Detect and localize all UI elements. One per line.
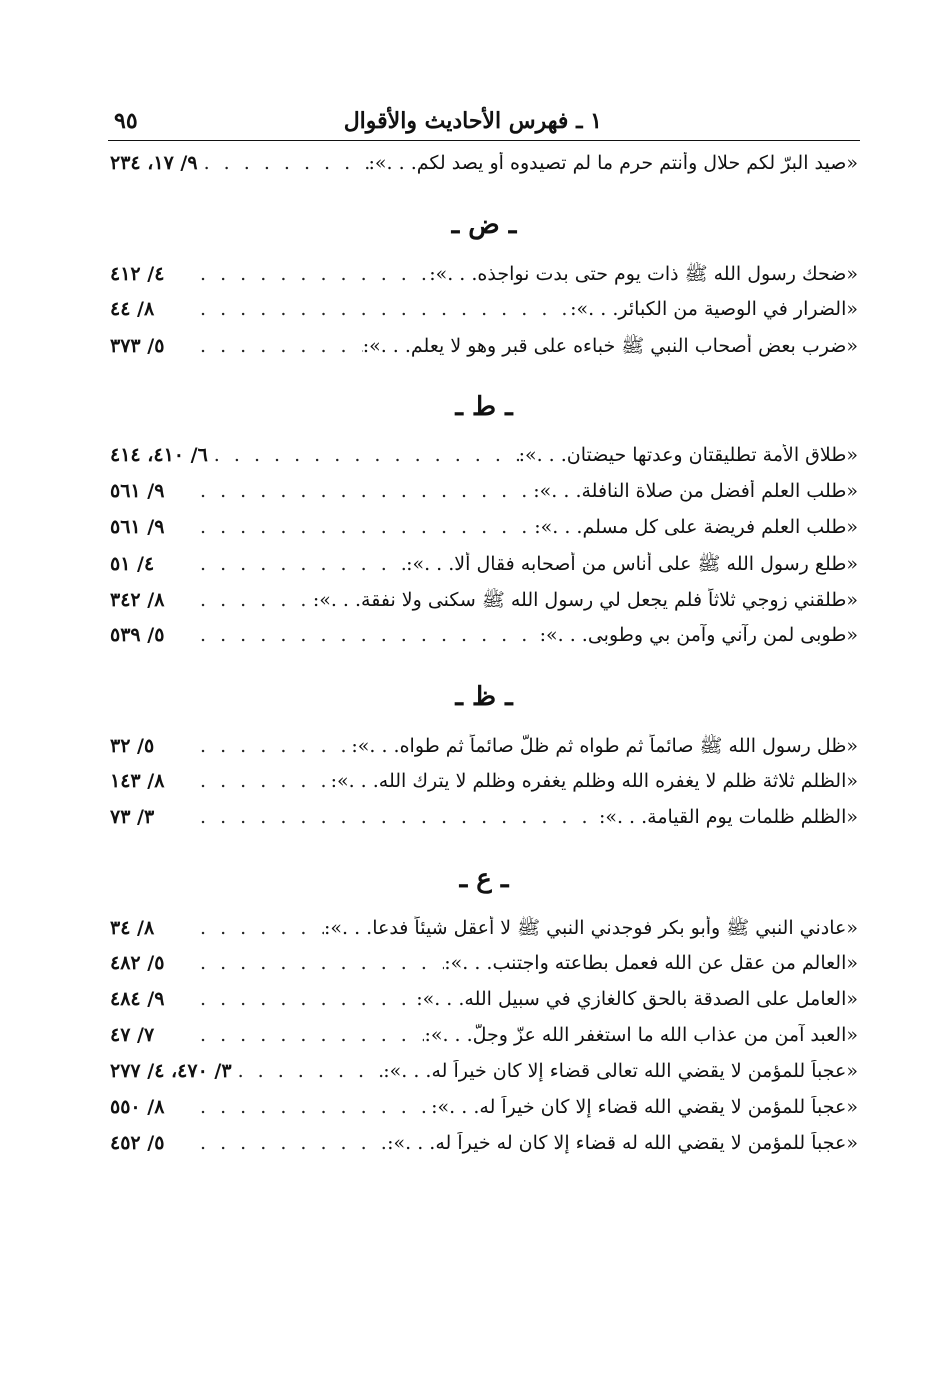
section-heading-za: ـ ظ ـ	[455, 682, 513, 712]
entry-text: «طلع رسول الله ﷺ على أناس من أصحابه فقال ألا. . .»:	[406, 553, 858, 575]
index-entry	[110, 988, 858, 1024]
leader-dots	[194, 770, 331, 792]
leader-dots	[194, 917, 324, 939]
entry-reference: ٤/ ٥١	[110, 553, 155, 575]
entry-text: «طلاق الأمة تطليقتان وعدتها حيضتان. . .»:	[518, 444, 858, 466]
entry-reference: ٨/ ٣٤	[110, 917, 155, 939]
entry-reference: ٨/ ٤٤	[110, 298, 155, 320]
entry-reference: ٨/ ٣٤٢	[110, 589, 165, 611]
leader-dots	[194, 553, 406, 575]
leader-dots	[194, 1096, 431, 1118]
entry-text: «طلقني زوجي ثلاثاً فلم يجعل لي رسول الله ﷺ سكنى ولا نفقة. . .»:	[312, 589, 858, 611]
index-content	[110, 152, 858, 1168]
leader-dots	[208, 444, 519, 466]
entry-reference: ٧/ ٤٧	[110, 1024, 155, 1046]
index-entry	[110, 480, 858, 516]
entry-reference: ٩/ ٥٦١	[110, 516, 165, 538]
leader-dots	[194, 589, 313, 611]
leader-dots	[194, 298, 570, 320]
page-number: ٩٥	[114, 108, 138, 134]
entry-reference: ٨/ ٥٥٠	[110, 1096, 165, 1118]
entry-reference: ٣/ ٤٧٠، ٤/ ٢٧٧	[110, 1060, 232, 1082]
leader-dots	[198, 152, 369, 174]
entry-text: «طلب العلم فريضة على كل مسلم. . .»:	[534, 516, 858, 538]
index-entry	[110, 516, 858, 552]
leader-dots	[194, 735, 351, 757]
index-entry	[110, 624, 858, 660]
leader-dots	[194, 806, 599, 828]
leader-dots	[194, 952, 444, 974]
index-entry	[110, 1060, 858, 1096]
entry-text: «طلب العلم أفضل من صلاة النافلة. . .»:	[533, 480, 858, 502]
entry-text: «عجباً للمؤمن لا يقضي الله له قضاء إلا كان له خيراً له. . .»:	[387, 1132, 858, 1154]
entry-reference: ٥/ ٤٨٢	[110, 952, 165, 974]
index-entry	[110, 770, 858, 806]
entry-text: «صيد البرّ لكم حلال وأنتم حرم ما لم تصيدوه أو يصد لكم. . .»:	[368, 152, 858, 174]
leader-dots	[194, 335, 363, 357]
entry-text: «طوبى لمن رآني وآمن بي وطوبى. . .»:	[539, 624, 858, 646]
entry-text: «ضرب بعض أصحاب النبي ﷺ خباءه على قبر وهو لا يعلم. . .»:	[362, 335, 858, 357]
index-entry	[110, 734, 858, 770]
leader-dots	[194, 988, 416, 1010]
entry-reference: ٣/ ٧٣	[110, 806, 155, 828]
index-entry	[110, 444, 858, 480]
index-entry	[110, 1096, 858, 1132]
entry-text: «عجباً للمؤمن لا يقضي الله قضاء إلا كان خيراً له. . .»:	[431, 1096, 858, 1118]
leader-dots	[194, 263, 429, 285]
index-entry	[110, 334, 858, 370]
entry-text: «ضحك رسول الله ﷺ ذات يوم حتى بدت نواجذه. . .»:	[429, 263, 858, 285]
section-heading-dad: ـ ض ـ	[451, 210, 517, 240]
entry-reference: ٩/ ١٧، ٢٣٤	[110, 152, 198, 174]
page-header	[108, 106, 860, 141]
entry-text: «الظلم ظلمات يوم القيامة. . .»:	[598, 806, 858, 828]
leader-dots	[194, 624, 540, 646]
entry-reference: ٥/ ٣٢	[110, 735, 155, 757]
index-entry	[110, 552, 858, 588]
entry-reference: ٩/ ٥٦١	[110, 480, 165, 502]
entry-text: «عادني النبي ﷺ وأبو بكر فوجدني النبي ﷺ لا أعقل شيئاً فدعا. . .»:	[323, 917, 858, 939]
index-entry	[110, 952, 858, 988]
leader-dots	[194, 516, 534, 538]
leader-dots	[194, 480, 533, 502]
entry-reference: ٥/ ٥٣٩	[110, 624, 165, 646]
entry-text: «الضرار في الوصية من الكبائر. . .»:	[570, 298, 858, 320]
entry-text: «العبد آمن من عذاب الله ما استغفر الله عزّ وجلّ. . .»:	[424, 1024, 858, 1046]
leader-dots	[194, 1132, 387, 1154]
entry-reference: ٤/ ٤١٢	[110, 263, 165, 285]
index-entry	[110, 1024, 858, 1060]
index-entry	[110, 1132, 858, 1168]
section-heading-ta: ـ ط ـ	[455, 392, 513, 422]
section-heading-ayn: ـ ع ـ	[459, 864, 509, 894]
entry-text: «العامل على الصدقة بالحق كالغازي في سبيل الله. . .»:	[416, 988, 858, 1010]
entry-text: «ظل رسول الله ﷺ صائماً ثم طواه ثم ظلّ صائماً ثم طواه. . .»:	[351, 735, 858, 757]
running-title: ١ ـ فهرس الأحاديث والأقوال	[343, 108, 602, 134]
index-entry	[110, 262, 858, 298]
entry-text: «الظلم ثلاثة ظلم لا يغفره الله وظلم يغفره وظلم لا يترك الله. . .»:	[330, 770, 858, 792]
entry-reference: ٥/ ٤٥٢	[110, 1132, 165, 1154]
entry-text: «عجباً للمؤمن لا يقضي الله تعالى قضاء إلا كان خيراً له. . .»:	[383, 1060, 858, 1082]
index-entry	[110, 588, 858, 624]
index-entry	[110, 916, 858, 952]
index-entry	[110, 806, 858, 842]
index-entry	[110, 152, 858, 188]
leader-dots	[232, 1060, 384, 1082]
index-entry	[110, 298, 858, 334]
entry-reference: ٨/ ١٤٣	[110, 770, 165, 792]
entry-text: «العالم من عقل عن الله فعمل بطاعته واجتنب. . .»:	[444, 952, 858, 974]
leader-dots	[194, 1024, 424, 1046]
entry-reference: ٦/ ٤١٠، ٤١٤	[110, 444, 208, 466]
entry-reference: ٩/ ٤٨٤	[110, 988, 165, 1010]
entry-reference: ٥/ ٣٧٣	[110, 335, 165, 357]
